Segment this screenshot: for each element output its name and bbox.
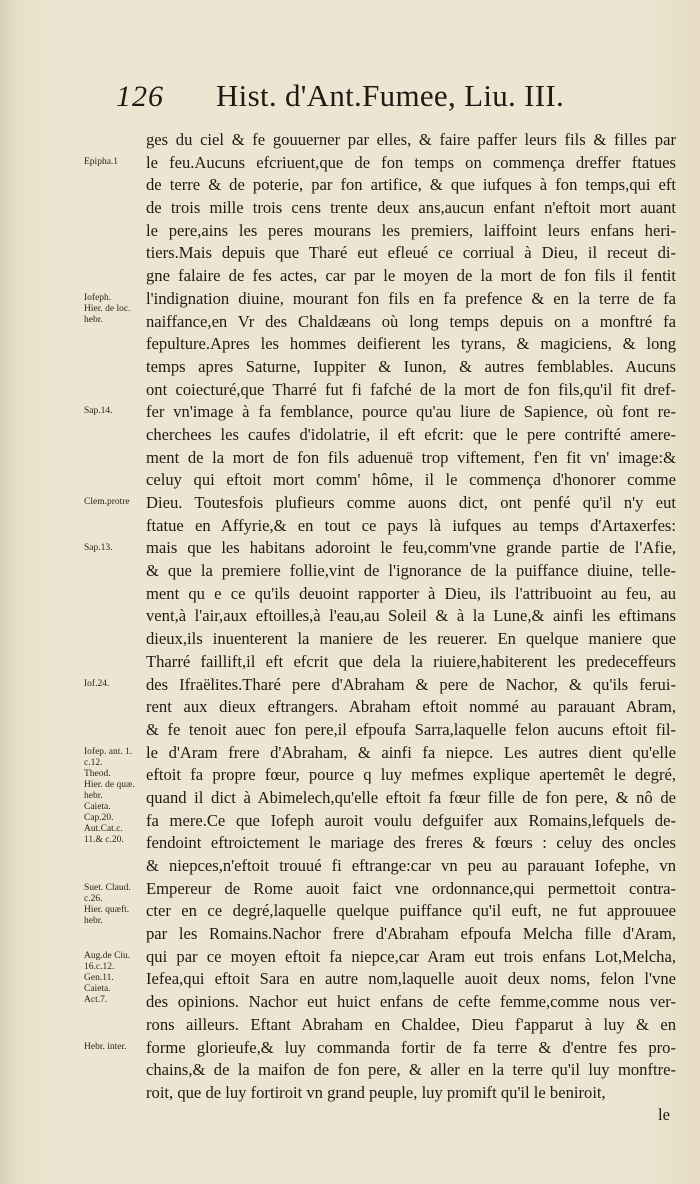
- text-line: Iefea,qui eftoit Sara en autre nom,laquelle auoit deux noms, felon l'vne: [146, 969, 676, 989]
- text-line: le feu.Aucuns efcriuent,que de fon temps on commença dreffer ftatues: [146, 152, 676, 172]
- text-line: & que la premiere follie,vint de l'ignorance de la puiffance diuine, telle-: [146, 561, 676, 581]
- text-line: par les Romains.Nachor frere d'Abraham efpoufa Melcha fille d'Aram,: [146, 924, 676, 944]
- text-line: celuy qui eftoit mort comm' hôme, il le commença d'honorer comme: [146, 470, 676, 490]
- margin-note: Aug.de Ciu. 16.c.12. Gen.11. Caieta. Act.7.: [84, 951, 131, 1006]
- text-line: ment qu e ce qu'ils deuoint rapporter à Dieu, ils l'attribuoint au feu, au: [146, 583, 676, 603]
- text-line: tiers.Mais depuis que Tharé eut efleué ce corriual à Dieu, il receut di-: [146, 243, 676, 263]
- text-line: Tharré faillift,il eft efcrit que dela la riuiere,habiterent les predeceffeurs: [146, 651, 676, 671]
- text-line: forme glorieufe,& luy commanda fortir de fa terre & d'entre fes pro-: [146, 1037, 676, 1057]
- margin-notes: [0, 0, 150, 1184]
- text-line: rons ailleurs. Eftant Abraham en Chaldee, Dieu f'apparut à luy & en: [146, 1014, 676, 1034]
- text-line: Dieu. Toutesfois plufieurs comme auons dict, ont penfé qu'il n'y eut: [146, 493, 676, 512]
- text-line: ges du ciel & fe gouuerner par elles, & faire paffer leurs fils & filles par: [146, 130, 676, 149]
- margin-note: Sap.14.: [84, 406, 113, 417]
- margin-note: Sap.13.: [84, 542, 113, 553]
- page-number: 126: [116, 80, 164, 113]
- text-line: le pere,ains les peres mourans les premiers, laiffoint leurs enfans heri-: [146, 220, 676, 240]
- margin-note: Hebr. inter.: [84, 1042, 127, 1052]
- text-line: dieux,ils inuenterent la maniere de les reuerer. En quelque maniere que: [146, 629, 676, 649]
- text-line: le d'Aram frere d'Abraham, & ainfi fa niepce. Les autres dient qu'elle: [146, 742, 676, 762]
- text-line: quand il dict à Abimelech,qu'elle eftoit fa fœur fille de fon pere, & nô de: [146, 787, 676, 807]
- text-line: fer vn'image à fa femblance, pource qu'au liure de Sapience, où font re-: [146, 402, 676, 422]
- margin-note: Iofep. ant. 1. c.12. Theod. Hier. de quæ. hebr. Caieta. Cap.20. Aut.Cat.c. 11.& c.20.: [84, 746, 135, 845]
- text-line: eftoit fa propre fœur, pource q luy mefmes explique apertemêt le degré,: [146, 765, 676, 785]
- margin-note: Suet. Claud. c.26. Hier. quæft. hebr.: [84, 883, 131, 927]
- text-line: fa mere.Ce que Iofeph auroit voulu defguifer aux Romains,lefquels de-: [146, 810, 676, 830]
- text-line: gne falaire de fes actes, car par le moyen de la mort de fon fils il fentit: [146, 266, 676, 286]
- margin-note: Iofeph. Hier. de loc. hebr.: [84, 292, 131, 325]
- text-line: ftatue en Affyrie,& en tout ce pays là iufques au temps d'Artaxerfes:: [146, 515, 676, 535]
- margin-note: Clem.protre: [84, 497, 130, 508]
- body-text: [146, 129, 676, 1105]
- text-line: ment de la mort de fon fils aduenuë trop viftement, f'en fit vn' image:&: [146, 447, 676, 467]
- text-line: chains,& de la maifon de fon pere, & aller en la terre qu'il luy monftre-: [146, 1060, 676, 1080]
- text-line: fepulture.Apres les hommes deifierent les tyrans, & magiciens, & long: [146, 334, 676, 354]
- text-line: Empereur de Rome auoit faict vne ordonnance,qui permettoit contra-: [146, 878, 676, 898]
- text-line: qui par ce moyen eftoit fa niepce,car Aram eut trois enfans Lot,Melcha,: [146, 946, 676, 966]
- text-line: & niepces,n'eftoit trouué fi eftrange:car vn peu au parauant Iofephe, vn: [146, 856, 676, 875]
- catchword: le: [658, 1105, 670, 1125]
- margin-note: Epipha.1: [84, 156, 119, 167]
- text-line: & fe tenoit auec fon pere,il efpoufa Sarra,laquelle felon aucuns eftoit fil-: [146, 719, 676, 739]
- text-line: temps apres Saturne, Iuppiter & Iunon, & autres femblables. Aucuns: [146, 356, 676, 376]
- text-line: des opinions. Nachor eut huict enfans de cefte femme,comme nous ver-: [146, 992, 676, 1012]
- text-line: fendoint eftroictement le mariage des freres & fœurs : celuy des oncles: [146, 833, 676, 853]
- text-line: des Ifraëlites.Tharé pere d'Abraham & pere de Nachor, & qu'ils ferui-: [146, 674, 676, 694]
- text-line: de terre & de poterie, par fon artifice, & que iufques à fon temps,qui eft: [146, 175, 676, 195]
- text-line: cherchees les caufes d'idolatrie, il eft efcrit: que le pere contrifté amere-: [146, 424, 676, 444]
- text-line: mais que les habitans adoroint le feu,comm'vne grande partie de l'Afie,: [146, 538, 676, 558]
- text-line: cter en ce degré,laquelle quelque puiffance qu'il euft, ne fut approuuee: [146, 901, 676, 921]
- margin-note: Iof.24.: [84, 678, 110, 689]
- running-title: Hist. d'Ant.Fumee, Liu. III.: [216, 78, 565, 113]
- text-line: de trois mille trois cens trente deux ans,aucun enfant n'eftoit mort auant: [146, 198, 676, 218]
- text-line: rent aux dieux eftrangers. Abraham eftoit nommé au parauant Abram,: [146, 697, 676, 717]
- text-line: ont coiecturé,que Tharré fut fi fafché de la mort de fon fils,qu'il fit dref-: [146, 379, 676, 399]
- text-line: l'indignation diuine, mourant fon fils en fa prefence & en la terre de fa: [146, 288, 676, 308]
- text-line: vent,à l'air,aux eftoilles,à l'eau,au Soleil & à la Lune,& ainfi les eftimans: [146, 606, 676, 626]
- text-line: naiffance,en Vr des Chaldæans où long temps depuis on a monftré fa: [146, 311, 676, 331]
- text-line: roit, que de luy fortiroit vn grand peuple, luy promift qu'il le beniroit,: [146, 1082, 606, 1102]
